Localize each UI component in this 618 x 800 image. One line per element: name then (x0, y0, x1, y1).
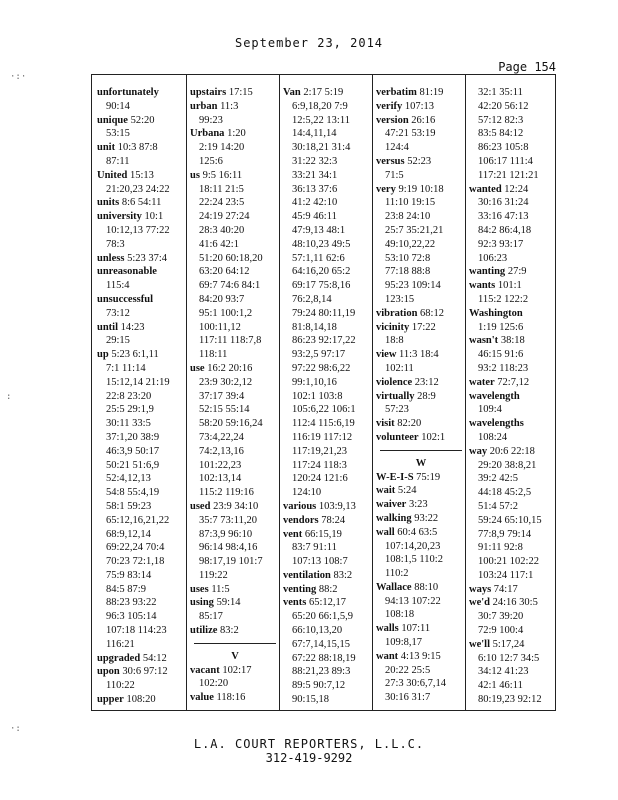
index-reference: 107:14,20,23 (385, 540, 441, 552)
index-reference: 99:1,10,16 (292, 376, 337, 388)
section-letter: V (231, 650, 239, 662)
index-term: upon 30:6 97:12 (97, 666, 168, 678)
index-reference: 124:4 (385, 142, 409, 154)
index-term: wavelengths (469, 418, 524, 430)
index-term: virtually 28:9 (376, 390, 436, 402)
index-reference: 48:10,23 49:5 (292, 238, 351, 250)
index-reference: 44:18 45:2,5 (478, 487, 532, 499)
index-reference: 93:2,5 97:17 (292, 349, 346, 361)
index-reference: 107:13 108:7 (292, 556, 348, 568)
section-letter: W (415, 457, 427, 469)
index-term: version 26:16 (376, 114, 436, 126)
margin-mark: : (6, 392, 12, 402)
index-term: various 103:9,13 (283, 500, 356, 512)
index-reference: 33:16 47:13 (478, 211, 529, 223)
transcript-date: September 23, 2014 (234, 36, 384, 50)
index-reference: 6:9,18,20 7:9 (292, 100, 348, 112)
index-term: wanting 27:9 (469, 266, 527, 278)
index-reference: 73:4,22,24 (199, 431, 244, 443)
index-reference: 89:5 90:7,12 (292, 680, 346, 692)
index-reference: 30:16 31:24 (478, 197, 529, 209)
index-term: Urbana 1:20 (190, 128, 246, 140)
index-reference: 115:4 (106, 280, 130, 292)
index-reference: 23:9 30:2,12 (199, 376, 253, 388)
index-reference: 37:17 39:4 (199, 390, 245, 402)
index-reference: 18:8 (385, 335, 404, 347)
index-term: vents 65:12,17 (283, 597, 347, 609)
index-reference: 22:8 23:20 (106, 390, 152, 402)
index-term: upper 108:20 (97, 694, 156, 706)
index-reference: 46:3,9 50:17 (106, 445, 160, 457)
index-term: versus 52:23 (376, 155, 432, 167)
index-reference: 77:18 88:8 (385, 266, 431, 278)
index-reference: 69:17 75:8,16 (292, 280, 351, 292)
index-reference: 106:23 (478, 252, 508, 264)
index-term: view 11:3 18:4 (376, 349, 439, 361)
index-reference: 63:20 64:12 (199, 266, 250, 278)
index-reference: 6:10 12:7 34:5 (478, 652, 540, 664)
index-term: United 15:13 (97, 169, 154, 181)
index-term: vacant 102:17 (190, 664, 252, 676)
index-reference: 51:4 57:2 (478, 500, 518, 512)
index-term: W-E-I-S 75:19 (376, 471, 441, 483)
index-reference: 100:11,12 (199, 321, 241, 333)
index-term: unique 52:20 (97, 114, 155, 126)
index-reference: 59:24 65:10,15 (478, 514, 542, 526)
index-reference: 29:20 38:8,21 (478, 459, 537, 471)
index-reference: 32:1 35:11 (478, 87, 523, 98)
index-term: us 9:5 16:11 (190, 169, 243, 181)
index-reference: 79:24 80:11,19 (292, 307, 356, 319)
index-reference: 41:2 42:10 (292, 197, 338, 209)
index-term: Wallace 88:10 (376, 581, 439, 593)
index-term: we'd 24:16 30:5 (469, 597, 538, 609)
index-reference: 14:4,11,14 (292, 128, 337, 140)
index-reference: 65:12,16,21,22 (106, 514, 170, 526)
index-term: ventilation 83:2 (283, 569, 353, 581)
index-reference: 115:2 122:2 (478, 293, 529, 305)
index-reference: 102:13,14 (199, 473, 242, 485)
index-reference: 80:19,23 92:12 (478, 694, 542, 706)
index-term: wants 101:1 (469, 280, 522, 292)
index-reference: 67:7,14,15,15 (292, 638, 351, 650)
index-reference: 69:22,24 70:4 (106, 542, 165, 554)
index-reference: 34:12 41:23 (478, 666, 529, 678)
index-reference: 51:20 60:18,20 (199, 252, 263, 264)
index-column-2 (190, 86, 280, 705)
index-reference: 69:7 74:6 84:1 (199, 280, 261, 292)
index-reference: 75:9 83:14 (106, 569, 152, 581)
index-reference: 31:22 32:3 (292, 155, 338, 167)
index-reference: 18:11 21:5 (199, 183, 244, 195)
index-reference: 47:21 53:19 (385, 128, 436, 140)
index-reference: 10:12,13 77:22 (106, 224, 170, 236)
index-term: using 59:14 (190, 597, 241, 609)
index-reference: 108:24 (478, 431, 508, 443)
index-reference: 84:5 87:9 (106, 583, 146, 595)
index-term: Washington (469, 307, 523, 319)
index-reference: 115:2 119:16 (199, 487, 254, 499)
index-reference: 90:15,18 (292, 694, 330, 706)
index-column-3 (283, 86, 373, 707)
court-reporter-phone: 312-419-9292 (265, 751, 353, 765)
index-reference: 125:6 (199, 155, 223, 167)
index-term: uses 11:5 (190, 583, 230, 595)
index-reference: 2:19 14:20 (199, 142, 245, 154)
index-term: verbatim 81:19 (376, 87, 444, 98)
index-term: wanted 12:24 (469, 183, 529, 195)
index-reference: 57:1,11 62:6 (292, 252, 345, 264)
index-term: wavelength (469, 390, 520, 402)
index-term: walking 93:22 (376, 512, 439, 524)
index-reference: 30:7 39:20 (478, 611, 524, 623)
index-reference: 53:10 72:8 (385, 252, 431, 264)
index-reference: 73:12 (106, 307, 130, 319)
index-term: violence 23:12 (376, 376, 439, 388)
court-reporter-name: L.A. COURT REPORTERS, L.L.C. (193, 737, 425, 751)
index-reference: 97:22 98:6,22 (292, 362, 351, 374)
index-reference: 12:5,22 13:11 (292, 114, 350, 126)
index-reference: 21:20,23 24:22 (106, 183, 170, 195)
index-reference: 91:11 92:8 (478, 542, 523, 554)
index-reference: 47:9,13 48:1 (292, 224, 346, 236)
index-reference: 102:11 (385, 362, 414, 374)
index-reference: 41:6 42:1 (199, 238, 239, 250)
index-reference: 108:1,5 110:2 (385, 554, 443, 566)
index-reference: 86:23 92:17,22 (292, 335, 356, 347)
index-reference: 23:8 24:10 (385, 211, 431, 223)
index-reference: 87:11 (106, 155, 130, 167)
index-term: unit 10:3 87:8 (97, 142, 158, 154)
index-term: vicinity 17:22 (376, 321, 436, 333)
index-term: wall 60:4 63:5 (376, 526, 438, 538)
index-reference: 110:2 (385, 568, 409, 580)
page-number: Page 154 (498, 60, 556, 74)
index-reference: 7:1 11:14 (106, 362, 146, 374)
index-reference: 95:23 109:14 (385, 280, 441, 292)
index-reference: 33:21 34:1 (292, 169, 338, 181)
index-reference: 50:21 51:6,9 (106, 459, 160, 471)
index-reference: 118:11 (199, 349, 228, 361)
index-reference: 101:22,23 (199, 459, 242, 471)
index-reference: 83:7 91:11 (292, 542, 337, 554)
index-reference: 102:20 (199, 678, 229, 690)
index-reference: 29:15 (106, 335, 130, 347)
index-reference: 107:18 114:23 (106, 625, 167, 637)
index-reference: 119:22 (199, 569, 228, 581)
index-reference: 99:23 (199, 114, 223, 126)
index-reference: 109:4 (478, 404, 502, 416)
index-reference: 66:10,13,20 (292, 625, 343, 637)
index-reference: 84:2 86:4,18 (478, 224, 532, 236)
index-term: utilize 83:2 (190, 625, 239, 637)
index-column-1 (97, 86, 187, 707)
index-reference: 68:9,12,14 (106, 528, 151, 540)
index-reference: 86:23 105:8 (478, 142, 529, 154)
index-reference: 94:13 107:22 (385, 595, 441, 607)
index-term: walls 107:11 (376, 623, 431, 635)
margin-mark: ·: (10, 724, 21, 734)
index-reference: 103:24 117:1 (478, 569, 534, 581)
index-reference: 93:2 118:23 (478, 362, 529, 374)
index-reference: 64:16,20 65:2 (292, 266, 351, 278)
index-reference: 88:21,23 89:3 (292, 666, 351, 678)
index-reference: 42:20 56:12 (478, 100, 529, 112)
index-reference: 117:24 118:3 (292, 459, 347, 471)
index-term: venting 88:2 (283, 583, 338, 595)
index-reference: 81:8,14,18 (292, 321, 337, 333)
index-reference: 1:19 125:6 (478, 321, 524, 333)
index-term: Van 2:17 5:19 (283, 87, 344, 98)
index-term: unreasonable (97, 266, 157, 278)
index-term: used 23:9 34:10 (190, 500, 259, 512)
index-reference: 96:3 105:14 (106, 611, 157, 623)
index-reference: 85:17 (199, 611, 223, 623)
index-reference: 116:21 (106, 638, 135, 650)
index-reference: 90:14 (106, 100, 130, 112)
index-term: very 9:19 10:18 (376, 183, 444, 195)
index-term: value 118:16 (190, 692, 246, 704)
index-reference: 42:1 46:11 (478, 680, 523, 692)
index-term: ways 74:17 (469, 583, 518, 595)
index-reference: 70:23 72:1,18 (106, 556, 165, 568)
index-reference: 77:8,9 79:14 (478, 528, 532, 540)
index-reference: 25:5 29:1,9 (106, 404, 154, 416)
index-reference: 123:15 (385, 293, 415, 305)
index-term: up 5:23 6:1,11 (97, 349, 159, 361)
index-reference: 92:3 93:17 (478, 238, 524, 250)
index-reference: 46:15 91:6 (478, 349, 524, 361)
index-reference: 76:2,8,14 (292, 293, 332, 305)
index-reference: 112:4 115:6,19 (292, 418, 355, 430)
index-reference: 83:5 84:12 (478, 128, 524, 140)
index-reference: 110:22 (106, 680, 135, 692)
index-reference: 65:20 66:1,5,9 (292, 611, 353, 623)
index-reference: 67:22 88:18,19 (292, 652, 356, 664)
index-term: waiver 3:23 (376, 499, 428, 511)
index-reference: 30:18,21 31:4 (292, 142, 351, 154)
index-reference: 105:6,22 106:1 (292, 404, 356, 416)
index-reference: 57:12 82:3 (478, 114, 524, 126)
index-term: unfortunately (97, 87, 159, 98)
index-term: university 10:1 (97, 211, 164, 223)
index-reference: 117:11 118:7,8 (199, 335, 262, 347)
index-reference: 45:9 46:11 (292, 211, 337, 223)
index-reference: 116:19 117:12 (292, 431, 353, 443)
index-term: unless 5:23 37:4 (97, 252, 168, 264)
index-reference: 49:10,22,22 (385, 238, 436, 250)
index-reference: 96:14 98:4,16 (199, 542, 258, 554)
section-rule (194, 643, 276, 644)
index-reference: 27:3 30:6,7,14 (385, 678, 446, 690)
index-reference: 53:15 (106, 128, 130, 140)
index-reference: 84:20 93:7 (199, 293, 245, 305)
index-reference: 58:1 59:23 (106, 500, 152, 512)
index-term: volunteer 102:1 (376, 431, 446, 443)
index-reference: 11:10 19:15 (385, 197, 436, 209)
index-reference: 98:17,19 101:7 (199, 556, 263, 568)
index-term: upstairs 17:15 (190, 87, 253, 98)
index-reference: 100:21 102:22 (478, 556, 539, 568)
index-reference: 57:23 (385, 404, 409, 416)
index-reference: 117:19,21,23 (292, 445, 348, 457)
index-column-4 (376, 86, 466, 705)
index-term: vendors 78:24 (283, 514, 346, 526)
index-reference: 74:2,13,16 (199, 445, 244, 457)
index-reference: 72:9 100:4 (478, 625, 524, 637)
index-term: want 4:13 9:15 (376, 650, 441, 662)
index-term: we'll 5:17,24 (469, 638, 525, 650)
index-reference: 15:12,14 21:19 (106, 376, 170, 388)
index-reference: 30:11 33:5 (106, 418, 151, 430)
index-reference: 120:24 121:6 (292, 473, 348, 485)
index-reference: 52:15 55:14 (199, 404, 250, 416)
index-term: upgraded 54:12 (97, 652, 167, 664)
index-reference: 36:13 37:6 (292, 183, 338, 195)
margin-mark: ·:· (10, 72, 27, 82)
index-term: visit 82:20 (376, 418, 422, 430)
index-reference: 35:7 73:11,20 (199, 514, 257, 526)
index-reference: 30:16 31:7 (385, 692, 431, 704)
index-reference: 124:10 (292, 487, 322, 499)
index-reference: 52:4,12,13 (106, 473, 151, 485)
index-term: urban 11:3 (190, 100, 239, 112)
index-term: use 16:2 20:16 (190, 362, 253, 374)
index-term: wasn't 38:18 (469, 335, 525, 347)
index-reference: 39:2 42:5 (478, 473, 518, 485)
index-reference: 87:3,9 96:10 (199, 528, 253, 540)
index-reference: 25:7 35:21,21 (385, 224, 444, 236)
index-reference: 106:17 111:4 (478, 155, 533, 167)
index-reference: 54:8 55:4,19 (106, 487, 160, 499)
index-term: wait 5:24 (376, 485, 417, 497)
index-term: units 8:6 54:11 (97, 197, 162, 209)
index-term: until 14:23 (97, 321, 145, 333)
index-reference: 28:3 40:20 (199, 224, 245, 236)
index-reference: 20:22 25:5 (385, 664, 431, 676)
index-term: unsuccessful (97, 293, 154, 305)
index-term: verify 107:13 (376, 100, 435, 112)
index-term: way 20:6 22:18 (469, 445, 535, 457)
index-reference: 71:5 (385, 169, 404, 181)
index-reference: 117:21 121:21 (478, 169, 539, 181)
index-reference: 108:18 (385, 609, 415, 621)
index-reference: 22:24 23:5 (199, 197, 245, 209)
index-column-5 (469, 86, 559, 707)
index-reference: 95:1 100:1,2 (199, 307, 253, 319)
index-reference: 78:3 (106, 238, 125, 250)
index-term: vent 66:15,19 (283, 528, 342, 540)
index-reference: 102:1 103:8 (292, 390, 343, 402)
index-term: water 72:7,12 (469, 376, 530, 388)
index-term: vibration 68:12 (376, 307, 444, 319)
index-reference: 58:20 59:16,24 (199, 418, 263, 430)
index-reference: 37:1,20 38:9 (106, 431, 160, 443)
section-rule (380, 450, 462, 451)
index-reference: 24:19 27:24 (199, 211, 250, 223)
index-reference: 109:8,17 (385, 637, 423, 649)
index-reference: 88:23 93:22 (106, 597, 157, 609)
